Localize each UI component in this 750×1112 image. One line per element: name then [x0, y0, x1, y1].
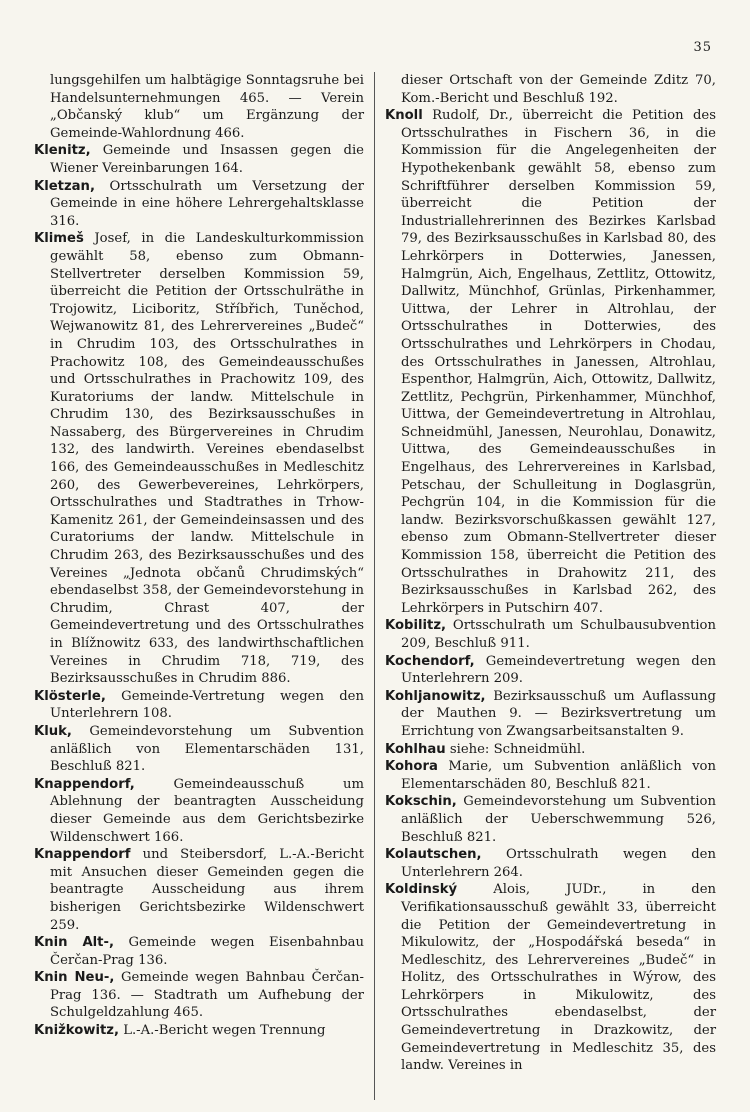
- entry-name: Knin Neu-,: [34, 970, 115, 986]
- index-entry: [34, 969, 364, 1022]
- entry-text: Gemeinde und Insassen gegen die Wiener Vereinbarungen 164.: [50, 143, 364, 176]
- index-entry: [34, 230, 364, 687]
- entry-name: Koldinský: [385, 882, 458, 898]
- entry-text: Ortsschulrath wegen den Unterlehrern 264.: [401, 847, 716, 880]
- entry-name: Kokschin,: [385, 794, 457, 810]
- entry-text: Gemeindevorstehung um Subvention anläßlich von Elementarschäden 131, Beschluß 821.: [50, 723, 364, 775]
- entry-text: Gemeindevorstehung um Subvention anläßlich der Ueberschwemmung 526, Beschluß 821.: [401, 794, 716, 845]
- index-entry: [34, 723, 364, 776]
- entry-name: Klösterle,: [34, 688, 106, 704]
- entry-name: Kohora: [385, 759, 438, 775]
- index-entry: [385, 688, 716, 741]
- entry-text: Gemeinde wegen Eisenbahnbau Čerčan-Prag 136.: [50, 935, 364, 968]
- entry-name: Klimeš: [34, 231, 84, 247]
- index-entry: [385, 107, 716, 617]
- index-entry: [34, 934, 364, 969]
- index-entry: [385, 72, 716, 107]
- entry-text: Bezirksausschuß um Auflassung der Mauthen 9. — Bezirksvertretung um Errichtung von Zwangsarbeitsanstalten 9.: [401, 688, 716, 739]
- entry-name: Kohlhau: [385, 741, 446, 757]
- index-entry: [34, 846, 364, 934]
- entry-name: Kluk,: [34, 723, 72, 739]
- left-column: [34, 72, 375, 1100]
- entry-text: dieser Ortschaft von der Gemeinde Zditz 70, Kom.-Bericht und Beschluß 192.: [401, 73, 716, 106]
- entry-name: Kohljanowitz,: [385, 688, 486, 704]
- entry-text: Alois, JUDr., in den Verifikationsausschuß gewählt 33, überreicht die Petition der Gemeindevertretung in Mikulowitz, der „Hospodářská beseda“ in Medleschitz, des Lehrervereines „Budeč“ in Holitz, des Ortsschulrathes in Wýrow, des Lehrkörpers in Mikulowitz, des Ortsschulrathes ebendaselbst, der Gemeindevertretung in Drazkowitz, der Gemeindevertretung in Medleschitz 35, des landw. Vereines in: [401, 882, 716, 1074]
- index-entry: [385, 846, 716, 881]
- index-entry: [385, 881, 716, 1075]
- entry-text: Marie, um Subvention anläßlich von Elementarschäden 80, Beschluß 821.: [401, 759, 716, 792]
- entry-text: Gemeinde wegen Bahnbau Čerčan-Prag 136. — Stadtrath um Aufhebung der Schulgeldzahlung 465.: [50, 970, 364, 1021]
- entry-text: Ortsschulrath um Schulbausubvention 209, Beschluß 911.: [401, 618, 716, 651]
- entry-name: Knappendorf: [34, 847, 131, 863]
- index-columns: [34, 72, 716, 1100]
- entry-name: Kobilitz,: [385, 618, 447, 634]
- index-entry: [385, 793, 716, 846]
- index-entry: [385, 758, 716, 793]
- entry-text: Ortsschulrath um Versetzung der Gemeinde in eine höhere Lehrergehaltsklasse 316.: [50, 178, 364, 229]
- index-entry: [34, 776, 364, 846]
- entry-text: siehe: Schneidmühl.: [449, 741, 586, 757]
- entry-text: L.-A.-Bericht wegen Trennung: [123, 1023, 326, 1039]
- index-entry: [385, 653, 716, 688]
- entry-text: lungsgehilfen um halbtägige Sonntagsruhe bei Handelsunternehmungen 465. — Verein „Občanský klub“ um Ergänzung der Gemeinde-Wahlordnung 466.: [50, 73, 364, 141]
- entry-text: Josef, in die Landeskulturkommission gewählt 58, ebenso zum Obmann-Stellvertreter derselben Kommission 59, überreicht die Petition der Ortsschulräthe in Trojowitz, Liciboritz, Stříbřich, Tuněchod, Wejwanowitz 81, des Lehrervereines „Budeč“ in Chrudim 103, des Ortsschulrathes in Prachowitz 108, des Gemeindeausschußes und Ortsschulrathes in Prachowitz 109, des Kuratoriums der landw. Mittelschule in Chrudim 130, des Bezirksausschußes in Nassaberg, des Bürgervereines in Chrudim 132, des landwirth. Vereines ebendaselbst 166, des Gemeindeausschußes in Medleschitz 260, des Gewerbevereines, Lehrkörpers, Ortsschulrathes und Stadtrathes in Trhow-Kamenitz 261, der Gemeindeinsassen und des Curatoriums der landw. Mittelschule in Chrudim 263, des Bezirksausschußes und des Vereines „Jednota občanů Chrudimských“ ebendaselbst 358, der Gemeindevorstehung in Chrudim, Chrast 407, der Gemeindevertretung und des Ortsschulrathes in Blížnowitz 633, des landwirthschaftlichen Vereines in Chrudim 718, 719, des Bezirksausschußes in Chrudim 886.: [50, 231, 364, 687]
- entry-name: Knižkowitz,: [34, 1023, 119, 1039]
- right-column: [375, 72, 716, 1100]
- entry-name: Klenitz,: [34, 143, 91, 159]
- entry-name: Knoll: [385, 108, 423, 124]
- index-entry: [34, 72, 364, 142]
- entry-text: Gemeinde-Vertretung wegen den Unterlehrern 108.: [50, 688, 364, 722]
- entry-name: Knappendorf,: [34, 776, 135, 792]
- entry-text: Gemeindevertretung wegen den Unterlehrern 209.: [401, 653, 716, 687]
- entry-name: Knin Alt-,: [34, 935, 114, 951]
- entry-name: Kletzan,: [34, 178, 95, 194]
- entry-text: und Steibersdorf, L.-A.-Bericht mit Ansuchen dieser Gemeinden gegen die beantragte Ausscheidung aus ihrem bisherigen Gerichtsbezirke Wildenschwert 259.: [50, 847, 364, 933]
- index-entry: [34, 1022, 364, 1040]
- entry-name: Kolautschen,: [385, 847, 482, 863]
- index-entry: [34, 688, 364, 723]
- index-entry: [34, 142, 364, 177]
- entry-text: Rudolf, Dr., überreicht die Petition des Ortsschulrathes in Fischern 36, in die Kommission für die Angelegenheiten der Hypothekenbank gewählt 58, ebenso zum Schriftführer derselben Kommission 59, überreicht die Petition der Industriallehrerinnen des Bezirkes Karlsbad 79, des Bezirksausschußes in Karlsbad 80, des Lehrkörpers in Dotterwies, Janessen, Halmgrün, Aich, Engelhaus, Zettlitz, Ottowitz, Dallwitz, Münchhof, Grünlas, Pirkenhammer, Uittwa, der Lehrer in Altrohlau, der Ortsschulrathes in Dotterwies, des Ortsschulrathes und Lehrkörpers in Chodau, des Ortsschulrathes in Janessen, Altrohlau, Espenthor, Halmgrün, Aich, Ottowitz, Dallwitz, Zettlitz, Pechgrün, Pirkenhammer, Münchhof, Uittwa, der Gemeindevertretung in Altrohlau, Schneidmühl, Janessen, Neurohlau, Donawitz, Uittwa, des Gemeindeausschußes in Engelhaus, des Lehrervereines in Karlsbad, Petschau, der Schulleitung in Doglasgrün, Pechgrün 104, in die Kommission für die landw. Bezirksvorschußkassen gewählt 127, ebenso zum Obmann-Stellvertreter dieser Kommission 158, überreicht die Petition des Ortsschulrathes in Drahowitz 211, des Bezirksausschußes in Karlsbad 262, des Lehrkörpers in Putschirn 407.: [401, 108, 716, 616]
- page-number: 35: [693, 40, 712, 55]
- index-entry: [385, 741, 716, 759]
- entry-text: Gemeindeausschuß um Ablehnung der beantragten Ausscheidung dieser Gemeinde aus dem Gerichtsbezirke Wildenschwert 166.: [50, 776, 364, 845]
- index-entry: [385, 617, 716, 652]
- index-entry: [34, 178, 364, 231]
- entry-name: Kochendorf,: [385, 653, 475, 669]
